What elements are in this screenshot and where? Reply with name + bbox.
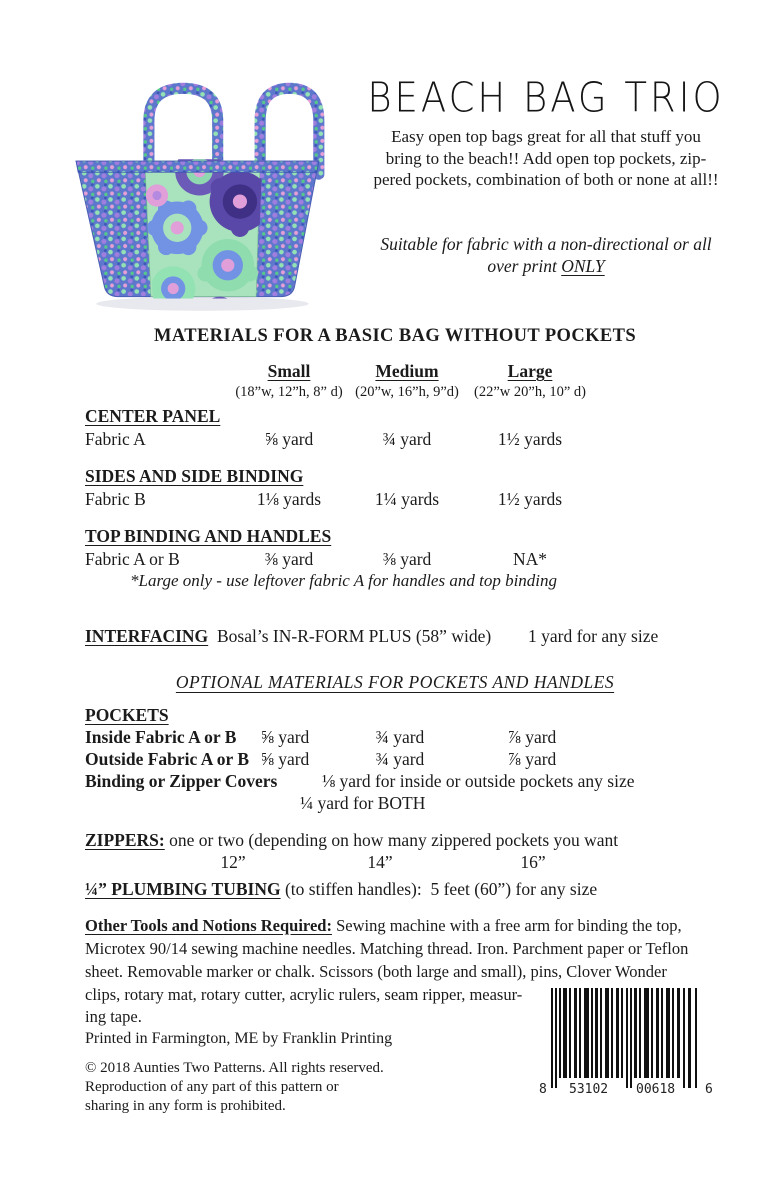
fabric-note-line1: Suitable for fabric with a non-directional or all	[380, 234, 712, 254]
upc-barcode	[537, 986, 717, 1098]
row-label: Inside Fabric A or B	[85, 727, 237, 747]
sides-heading: SIDES AND SIDE BINDING	[85, 466, 304, 486]
zippers-text: one or two (depending on how many zippered pockets you want	[169, 830, 619, 850]
center-panel-heading: CENTER PANEL	[85, 406, 221, 426]
top-binding-heading: TOP BINDING AND HANDLES	[85, 526, 332, 546]
pockets-heading: POCKETS	[85, 705, 169, 725]
intro-paragraph	[330, 126, 762, 191]
fabric-note	[328, 233, 764, 277]
row-value: ⅞ yard	[507, 749, 557, 769]
barcode-digit-right: 6	[705, 1082, 713, 1097]
size-dims-large: (22”w 20”h, 10” d)	[474, 384, 586, 400]
intro-line: Easy open top bags great for all that stuff you	[391, 127, 701, 146]
row-value: ⅜ yard	[382, 549, 432, 569]
fabric-note-prefix: over print	[487, 256, 562, 276]
size-dims-small: (18”w, 12”h, 8” d)	[235, 384, 343, 400]
tools-text: sheet. Removable marker or chalk. Scissors (both large and small), pins, Clover Wonder	[85, 962, 667, 981]
copyright-text: © 2018 Aunties Two Patterns. All rights reserved.	[85, 1060, 384, 1076]
bag-top-binding	[76, 161, 319, 172]
tools-label: Other Tools and Notions Required:	[85, 916, 332, 935]
row-value: 1½ yards	[497, 489, 563, 509]
binding-label: Binding or Zipper Covers	[85, 771, 278, 791]
row-value: ⅝ yard	[264, 429, 314, 449]
tubing-middle: (to stiffen handles):	[284, 879, 422, 899]
barcode-group-1: 53102	[569, 1082, 609, 1097]
row-value: 1⅛ yards	[256, 489, 322, 509]
row-value: ⅜ yard	[264, 549, 314, 569]
copyright-text: Reproduction of any part of this pattern or	[85, 1079, 339, 1095]
zipper-size: 16”	[520, 852, 546, 872]
tubing-label: ¼” PLUMBING TUBING	[85, 879, 281, 899]
barcode-group-2: 00618	[636, 1082, 676, 1097]
row-label: Fabric A or B	[85, 549, 180, 569]
fabric-note-line2	[328, 255, 764, 277]
page-title: BEACH BAG TRIO	[367, 74, 725, 122]
materials-heading: MATERIALS FOR A BASIC BAG WITHOUT POCKETS	[153, 326, 637, 346]
tubing-amount: 5 feet (60”) for any size	[430, 879, 598, 899]
tools-line1-rest: Sewing machine with a free arm for binding the top,	[336, 916, 682, 935]
tools-text: ing tape.	[85, 1007, 142, 1026]
size-col-medium: Medium	[375, 361, 439, 381]
row-label: Outside Fabric A or B	[85, 749, 249, 769]
fabric-note-only: ONLY	[561, 256, 605, 276]
row-value: ¾ yard	[375, 727, 425, 747]
binding-both-text: ¼ yard for BOTH	[300, 793, 426, 813]
footnote-text: *Large only - use leftover fabric A for handles and top binding	[130, 571, 558, 590]
binding-text: ⅛ yard for inside or outside pockets any size	[322, 771, 635, 791]
row-label: Fabric A	[85, 429, 146, 449]
interfacing-product: Bosal’s IN-R-FORM PLUS (58” wide)	[217, 626, 492, 646]
size-col-small: Small	[267, 361, 311, 381]
intro-line: bring to the beach!! Add open top pockets, zip-	[385, 148, 707, 168]
zippers-label: ZIPPERS:	[85, 830, 165, 850]
bag-photo	[68, 78, 336, 316]
interfacing-label: INTERFACING	[85, 626, 209, 646]
printed-text: Printed in Farmington, ME by Franklin Printing	[85, 1030, 393, 1047]
row-value: 1½ yards	[497, 429, 563, 449]
tools-text: Microtex 90/14 sewing machine needles. Matching thread. Iron. Parchment paper or Teflon	[85, 939, 689, 958]
size-col-large: Large	[507, 361, 553, 381]
size-dims-medium: (20”w, 16”h, 9”d)	[355, 384, 459, 400]
row-value: ⅝ yard	[260, 749, 310, 769]
row-value: ¾ yard	[375, 749, 425, 769]
row-label: Fabric B	[85, 489, 146, 509]
row-value: ¾ yard	[382, 429, 432, 449]
row-value: ⅝ yard	[260, 727, 310, 747]
row-value: 1¼ yards	[374, 489, 440, 509]
optional-heading: OPTIONAL MATERIALS FOR POCKETS AND HANDLES	[175, 672, 615, 692]
zipper-size: 14”	[367, 852, 393, 872]
intro-line: pered pockets, combination of both or none at all!!	[373, 170, 719, 189]
copyright-text: sharing in any form is prohibited.	[85, 1098, 286, 1114]
interfacing-amount: 1 yard for any size	[528, 626, 659, 646]
barcode-digit-left: 8	[539, 1082, 547, 1097]
row-value: ⅞ yard	[507, 727, 557, 747]
tools-text: clips, rotary mat, rotary cutter, acrylic rulers, seam ripper, measur-	[85, 985, 523, 1004]
zipper-size: 12”	[220, 852, 246, 872]
row-value: NA*	[512, 549, 548, 569]
bag-shadow	[96, 297, 308, 311]
